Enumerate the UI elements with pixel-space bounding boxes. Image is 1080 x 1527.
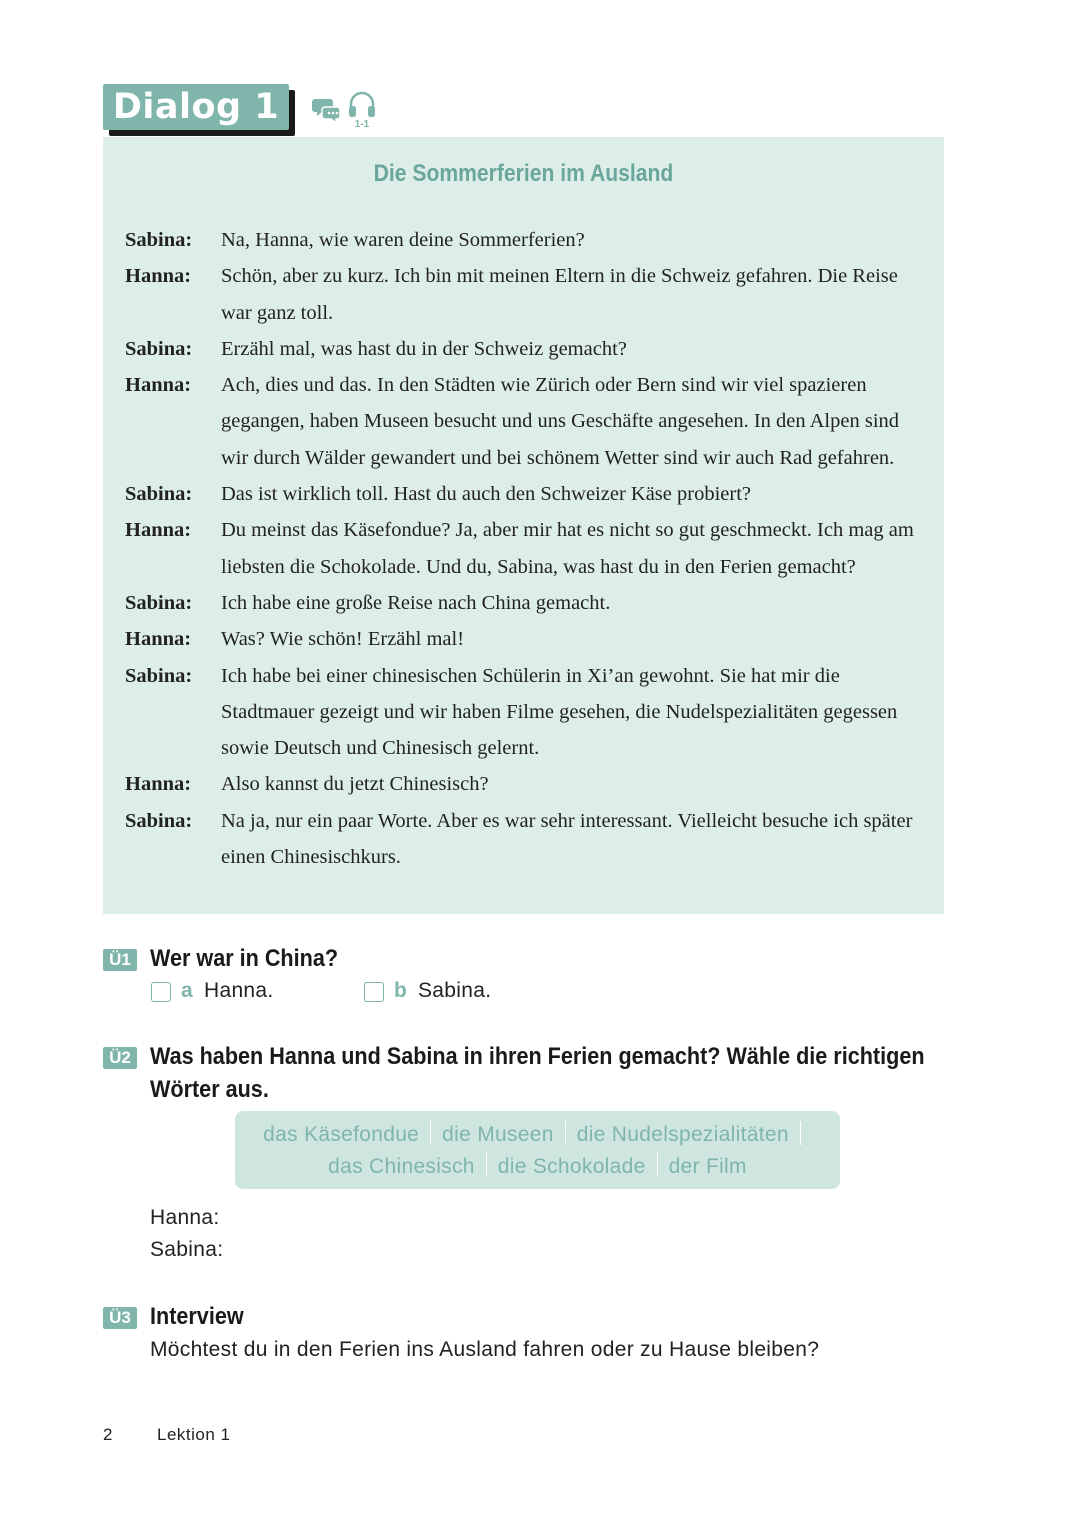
word-separator (430, 1121, 431, 1145)
audio-track-number: 1-1 (354, 119, 370, 130)
dialog-title-tab (103, 84, 289, 130)
dialog-transcript (125, 222, 925, 875)
speaker-name: Hanna: (125, 519, 192, 542)
dialog-turn (125, 658, 925, 767)
word-chip[interactable]: der Film (668, 1155, 747, 1178)
speaker-name: Sabina: (125, 664, 193, 687)
dialog-turn (125, 512, 925, 585)
exercise-2-badge: Ü2 (103, 1047, 137, 1069)
dialog-line: Erzähl mal, was hast du in der Schweiz gemacht? (221, 337, 627, 360)
answer-label-hanna: Hanna: (150, 1206, 220, 1229)
dialog-turn (125, 331, 925, 367)
word-chip[interactable]: die Nudelspezialitäten (576, 1123, 789, 1146)
dialog-line: Na, Hanna, wie waren deine Sommerferien? (221, 229, 585, 251)
speaker-name: Hanna: (125, 374, 192, 397)
dialog-turn (125, 258, 925, 331)
speaker-name: Sabina: (125, 483, 193, 506)
speaker-name: Sabina: (125, 337, 193, 360)
speaker-name: Sabina: (125, 591, 193, 614)
word-bank-row-2 (235, 1153, 840, 1179)
option-a-checkbox[interactable] (151, 982, 171, 1002)
dialog-heading: Dialog 1 (103, 84, 289, 130)
word-chip[interactable]: das Chinesisch (328, 1155, 475, 1178)
dialog-line: Ich habe eine große Reise nach China gemacht. (221, 591, 611, 614)
answer-label-sabina: Sabina: (150, 1238, 224, 1261)
dialog-turn (125, 621, 925, 657)
dialog-turn (125, 367, 925, 476)
dialog-turn (125, 476, 925, 512)
speaker-name: Hanna: (125, 265, 192, 288)
exercise-2-title-line2: Wörter aus. (150, 1076, 269, 1103)
dialog-turn (125, 803, 925, 876)
word-separator (565, 1121, 566, 1145)
word-separator (486, 1153, 487, 1177)
speaker-name: Hanna: (125, 773, 192, 796)
word-separator (657, 1153, 658, 1177)
dialog-subtitle: Die Sommerferien im Ausland (373, 160, 674, 187)
dialog-turn (125, 766, 925, 802)
exercise-1-title: Wer war in China? (150, 945, 339, 972)
speaker-name: Sabina: (125, 809, 193, 832)
chat-bubbles-icon (312, 95, 342, 125)
lesson-label: Lektion 1 (157, 1425, 231, 1444)
option-a-letter: a (181, 979, 193, 1002)
exercise-3-badge: Ü3 (103, 1307, 137, 1329)
speaker-name: Hanna: (125, 628, 192, 651)
dialog-line: Ich habe bei einer chinesischen Schülerin in Xi’an gewohnt. Sie hat mir die Stadtmauer gezeigt und wir haben Filme gesehen, die Nudelspezialitäten gegessen sowie Deutsch und Chinesisch gelernt. (221, 664, 898, 760)
speaker-name: Sabina: (125, 229, 193, 251)
dialog-line: Ach, dies und das. In den Städten wie Zürich oder Bern sind wir viel spazieren gegangen, haben Museen besucht und uns Geschäfte angesehen. In den Alpen sind wir durch Wälder gewandert und bei schönem Wetter sind wir auch Rad gefahren. (221, 374, 900, 469)
word-chip[interactable]: die Museen (442, 1123, 554, 1146)
dialog-line: Was? Wie schön! Erzähl mal! (221, 628, 465, 651)
exercise-2-title-line1: Was haben Hanna und Sabina in ihren Ferien gemacht? Wähle die richtigen (150, 1043, 925, 1070)
dialog-line: Also kannst du jetzt Chinesisch? (221, 773, 489, 796)
word-chip[interactable]: die Schokolade (497, 1155, 646, 1178)
page-number: 2 (103, 1425, 113, 1444)
option-b-letter: b (394, 979, 407, 1002)
option-b-label: Sabina. (418, 979, 492, 1002)
dialog-turn (125, 222, 925, 258)
dialog-line: Schön, aber zu kurz. Ich bin mit meinen Eltern in die Schweiz gefahren. Die Reise war ganz toll. (221, 265, 898, 324)
dialog-line: Na ja, nur ein paar Worte. Aber es war sehr interessant. Vielleicht besuche ich später einen Chinesischkurs. (221, 809, 913, 869)
dialog-turn (125, 585, 925, 621)
word-separator (800, 1121, 801, 1145)
word-chip[interactable]: das Käsefondue (263, 1123, 420, 1146)
exercise-3-title: Interview (150, 1303, 244, 1330)
word-bank (235, 1111, 840, 1189)
option-b-checkbox[interactable] (364, 982, 384, 1002)
dialog-line: Du meinst das Käsefondue? Ja, aber mir hat es nicht so gut geschmeckt. Ich mag am liebsten die Schokolade. Und du, Sabina, was hast du in den Ferien gemacht? (221, 519, 914, 578)
exercise-3-question: Möchtest du in den Ferien ins Ausland fahren oder zu Hause bleiben? (150, 1338, 820, 1361)
dialog-line: Das ist wirklich toll. Hast du auch den Schweizer Käse probiert? (221, 483, 751, 506)
headphones-icon[interactable] (346, 90, 378, 120)
word-bank-row-1 (235, 1121, 840, 1147)
option-a-label: Hanna. (204, 979, 274, 1002)
exercise-1-badge: Ü1 (103, 949, 137, 971)
